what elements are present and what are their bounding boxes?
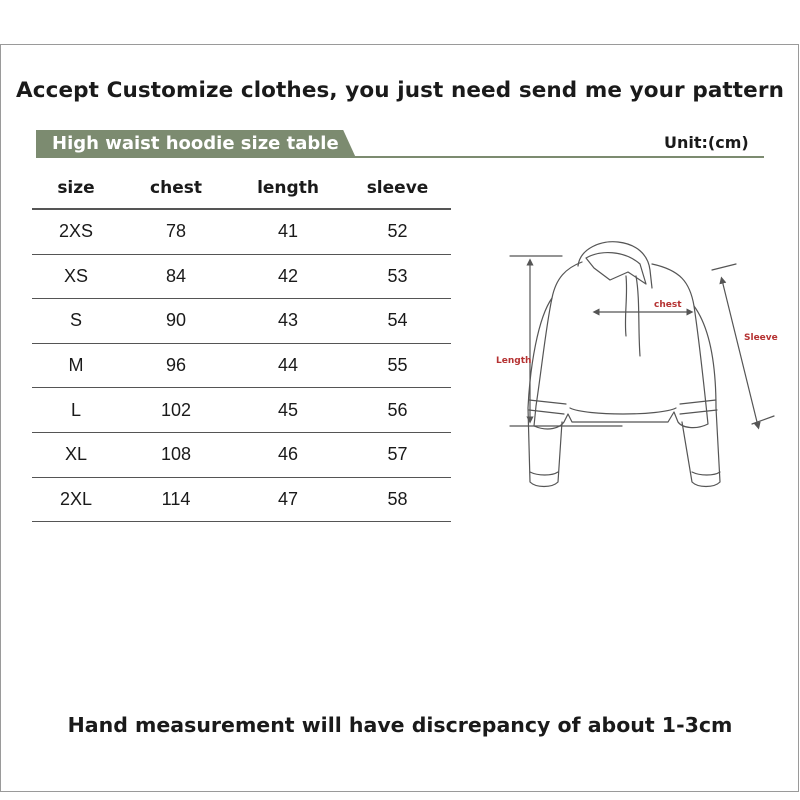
cell-length: 41 xyxy=(232,209,344,254)
cell-chest: 102 xyxy=(120,388,232,433)
hoodie-right-sleeve xyxy=(682,306,720,487)
table-title: High waist hoodie size table xyxy=(52,133,339,154)
sleeve-measure-arrow xyxy=(722,280,758,426)
cell-sleeve: 55 xyxy=(344,343,451,388)
table-row xyxy=(32,299,451,344)
headline: Accept Customize clothes, you just need send me your pattern xyxy=(16,78,784,103)
hoodie-left-stripes xyxy=(529,400,566,414)
header-length: length xyxy=(232,168,344,209)
hoodie-left-cuff xyxy=(530,472,558,475)
table-row xyxy=(32,343,451,388)
unit-label: Unit:(cm) xyxy=(664,133,749,152)
hoodie-right-cuff xyxy=(692,472,720,475)
cell-chest: 108 xyxy=(120,432,232,477)
cell-size: L xyxy=(32,388,120,433)
footer-note: Hand measurement will have discrepancy of about 1-3cm xyxy=(67,713,733,737)
hoodie-left-sleeve xyxy=(528,298,562,487)
cell-sleeve: 57 xyxy=(344,432,451,477)
cell-size: XL xyxy=(32,432,120,477)
header-size: size xyxy=(32,168,120,209)
hoodie-drawstrings xyxy=(625,276,640,356)
cell-chest: 90 xyxy=(120,299,232,344)
table-row xyxy=(32,209,451,254)
table-row xyxy=(32,432,451,477)
hoodie-diagram xyxy=(490,236,778,506)
sleeve-top-guide xyxy=(712,264,736,270)
cell-size: XS xyxy=(32,254,120,299)
cell-chest: 96 xyxy=(120,343,232,388)
cell-size: M xyxy=(32,343,120,388)
hoodie-right-stripes xyxy=(680,400,717,414)
table-header-row xyxy=(32,168,451,209)
cell-sleeve: 52 xyxy=(344,209,451,254)
cell-length: 45 xyxy=(232,388,344,433)
cell-sleeve: 56 xyxy=(344,388,451,433)
table-row xyxy=(32,254,451,299)
cell-sleeve: 53 xyxy=(344,254,451,299)
cell-length: 42 xyxy=(232,254,344,299)
table-row xyxy=(32,388,451,433)
cell-length: 47 xyxy=(232,477,344,522)
cell-length: 46 xyxy=(232,432,344,477)
table-row xyxy=(32,477,451,522)
hoodie-hem xyxy=(570,408,676,414)
cell-size: 2XL xyxy=(32,477,120,522)
cell-size: S xyxy=(32,299,120,344)
cell-length: 43 xyxy=(232,299,344,344)
cell-sleeve: 54 xyxy=(344,299,451,344)
header-chest: chest xyxy=(120,168,232,209)
cell-sleeve: 58 xyxy=(344,477,451,522)
cell-chest: 114 xyxy=(120,477,232,522)
cell-length: 44 xyxy=(232,343,344,388)
chest-label: chest xyxy=(654,300,682,310)
size-table xyxy=(32,168,451,522)
header-sleeve: sleeve xyxy=(344,168,451,209)
sleeve-label: Sleeve xyxy=(744,333,778,343)
cell-chest: 78 xyxy=(120,209,232,254)
cell-size: 2XS xyxy=(32,209,120,254)
length-label: Length xyxy=(496,356,532,366)
cell-chest: 84 xyxy=(120,254,232,299)
